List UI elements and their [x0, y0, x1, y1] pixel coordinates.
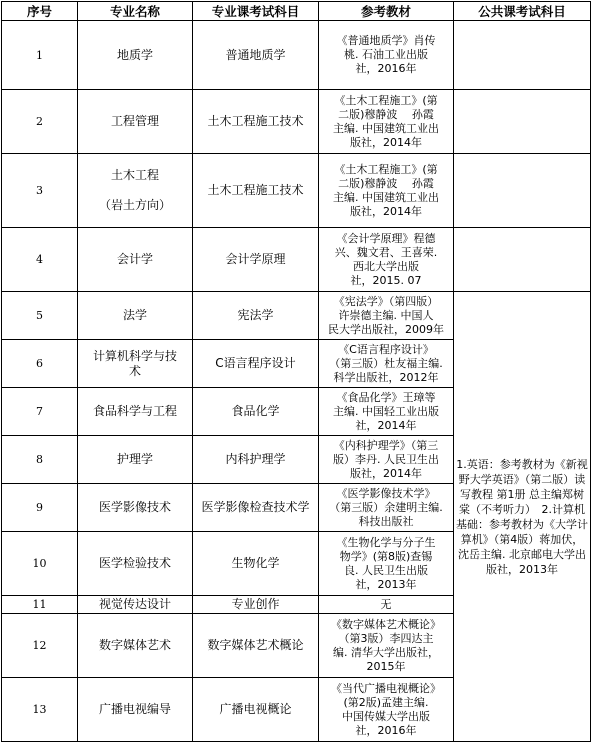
table-row	[2, 21, 591, 90]
row-index: 9	[2, 484, 78, 532]
row-index: 12	[2, 614, 78, 678]
row-index: 2	[2, 90, 78, 154]
row-major: 数字媒体艺术	[78, 614, 193, 678]
row-subject: 会计学原理	[193, 228, 319, 292]
row-public-empty	[454, 228, 591, 292]
exam-subjects-table	[1, 1, 591, 742]
row-subject: 宪法学	[193, 292, 319, 340]
table-row	[2, 90, 591, 154]
row-major: 土木工程 （岩土方向）	[78, 154, 193, 228]
row-index: 1	[2, 21, 78, 90]
row-book: 《土木工程施工》(第 二版)穆静波 孙霞 主编. 中国建筑工业出 版社，2014年	[319, 154, 454, 228]
row-index: 7	[2, 388, 78, 436]
row-index: 8	[2, 436, 78, 484]
row-book: 《内科护理学》（第三 版）李丹. 人民卫生出 版社，2014年	[319, 436, 454, 484]
row-index: 3	[2, 154, 78, 228]
table-row	[2, 154, 591, 228]
row-subject: C语言程序设计	[193, 340, 319, 388]
row-subject: 内科护理学	[193, 436, 319, 484]
row-index: 10	[2, 532, 78, 596]
row-major: 医学检验技术	[78, 532, 193, 596]
row-book: 《当代广播电视概论》 (第2版)孟建主编. 中国传媒大学出版 社，2016年	[319, 678, 454, 742]
row-book: 《数字媒体艺术概论》 （第3版）李四达主 编. 清华大学出版社， 2015年	[319, 614, 454, 678]
row-major: 广播电视编导	[78, 678, 193, 742]
header-row	[2, 2, 591, 21]
row-subject: 生物化学	[193, 532, 319, 596]
row-index: 11	[2, 596, 78, 614]
row-subject: 专业创作	[193, 596, 319, 614]
row-major: 工程管理	[78, 90, 193, 154]
header-subject: 专业课考试科目	[193, 2, 319, 21]
table-row	[2, 228, 591, 292]
public-subjects-cell: 1.英语：参考教材为《新视野大学英语》（第二版）读写教程 第1册 总主编郑树棠（不考听力） 2.计算机基础：参考教材为《大学计算机》（第4版）蒋加伏，沈岳主编. 北京邮电大学出版社，2013年	[454, 292, 591, 742]
header-index: 序号	[2, 2, 78, 21]
row-subject: 食品化学	[193, 388, 319, 436]
row-index: 13	[2, 678, 78, 742]
row-major: 食品科学与工程	[78, 388, 193, 436]
row-subject: 数字媒体艺术概论	[193, 614, 319, 678]
row-public-empty	[454, 90, 591, 154]
row-index: 4	[2, 228, 78, 292]
table-row	[2, 292, 591, 340]
row-public-empty	[454, 21, 591, 90]
row-book: 《生物化学与分子生 物学》(第8版)查锡 良. 人民卫生出版 社，2013年	[319, 532, 454, 596]
row-subject: 土木工程施工技术	[193, 90, 319, 154]
row-subject: 医学影像检查技术学	[193, 484, 319, 532]
header-book: 参考教材	[319, 2, 454, 21]
header-public: 公共课考试科目	[454, 2, 591, 21]
row-major: 会计学	[78, 228, 193, 292]
row-book: 《宪法学》（第四版） 许崇德主编. 中国人 民大学出版社，2009年	[319, 292, 454, 340]
row-book: 《会计学原理》程德 兴、魏文君、王喜荣. 西北大学出版 社，2015. 07	[319, 228, 454, 292]
row-major: 护理学	[78, 436, 193, 484]
row-book: 《食品化学》王璋等 主编. 中国轻工业出版 社，2014年	[319, 388, 454, 436]
header-major: 专业名称	[78, 2, 193, 21]
row-book: 《医学影像技术学》 （第三版）余建明主编. 科技出版社	[319, 484, 454, 532]
row-book: 《C语言程序设计》 （第三版）杜友福主编. 科学出版社，2012年	[319, 340, 454, 388]
row-subject: 普通地质学	[193, 21, 319, 90]
document-page	[1, 1, 590, 741]
row-index: 5	[2, 292, 78, 340]
row-major: 法学	[78, 292, 193, 340]
row-major: 计算机科学与技 术	[78, 340, 193, 388]
row-book: 《土木工程施工》(第 二版)穆静波 孙霞 主编. 中国建筑工业出 版社，2014年	[319, 90, 454, 154]
row-major: 视觉传达设计	[78, 596, 193, 614]
row-index: 6	[2, 340, 78, 388]
row-subject: 土木工程施工技术	[193, 154, 319, 228]
row-book: 无	[319, 596, 454, 614]
row-major: 医学影像技术	[78, 484, 193, 532]
row-major: 地质学	[78, 21, 193, 90]
row-subject: 广播电视概论	[193, 678, 319, 742]
row-book: 《普通地质学》肖传 桃. 石油工业出版 社，2016年	[319, 21, 454, 90]
row-public-empty	[454, 154, 591, 228]
